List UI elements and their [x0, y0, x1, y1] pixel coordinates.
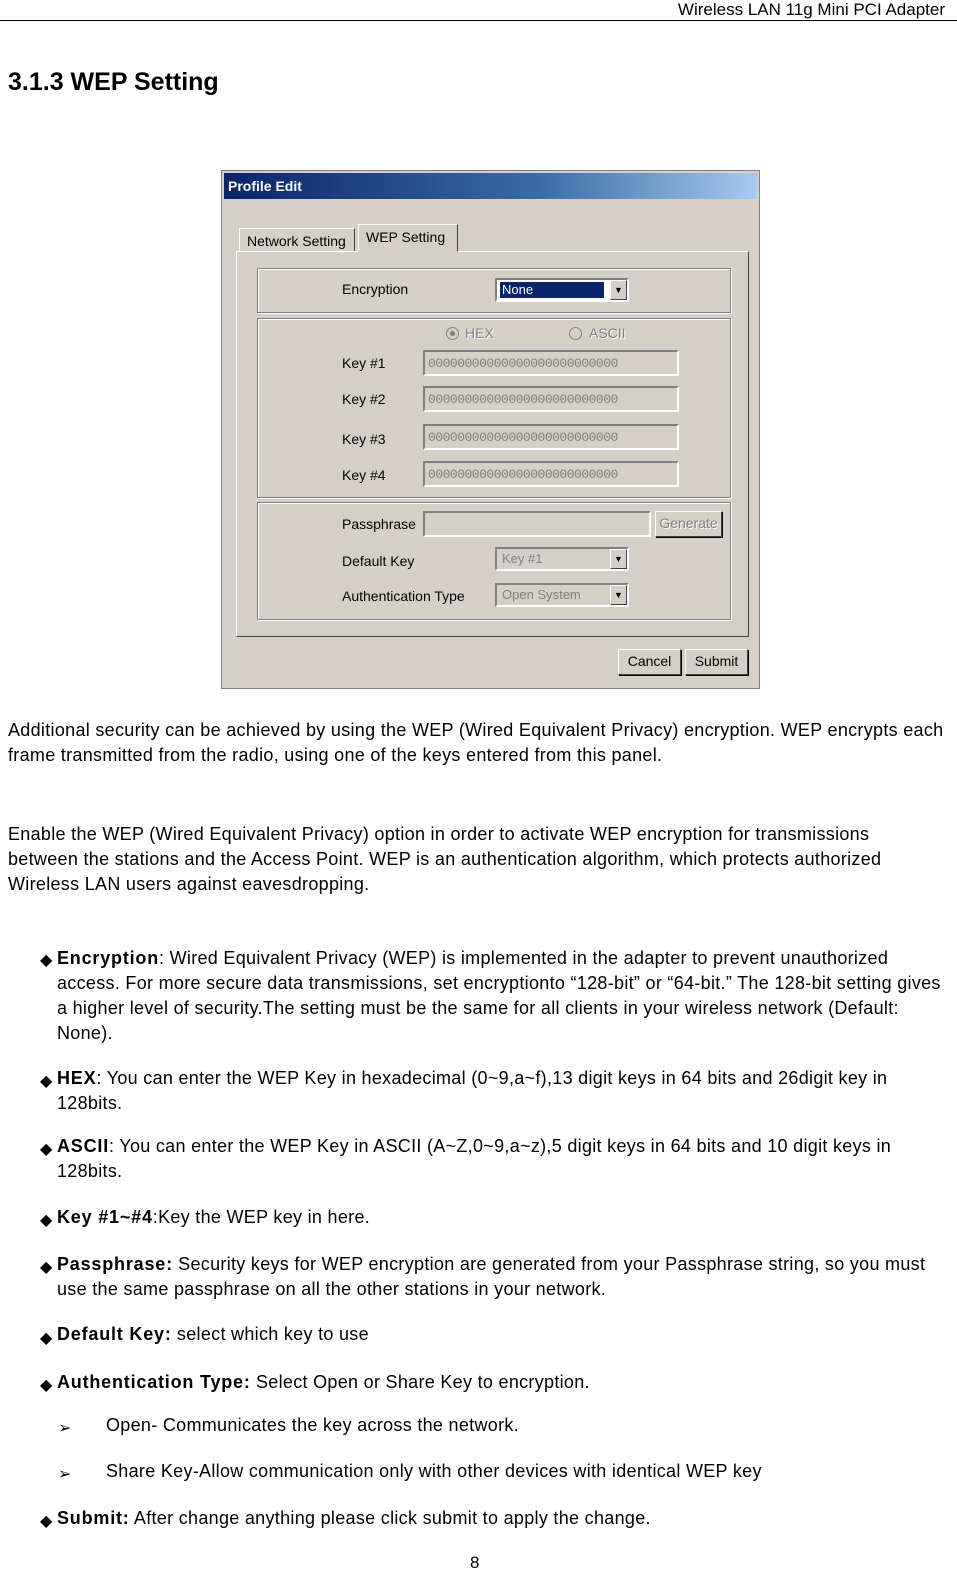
- bullet-icon: ◆: [40, 1212, 53, 1229]
- arrow-bullet-icon: ➢: [58, 1420, 72, 1437]
- key4-input[interactable]: 00000000000000000000000000: [423, 461, 679, 487]
- bullet-ascii: ASCII: You can enter the WEP Key in ASCII (A~Z,0~9,a~z),5 digit keys in 64 bits and 10 digit keys in 128bits.: [57, 1136, 892, 1181]
- submit-button[interactable]: Submit: [685, 649, 748, 675]
- key2-input[interactable]: 00000000000000000000000000: [423, 386, 679, 412]
- default-key-select[interactable]: [495, 547, 629, 571]
- bullet-icon: ◆: [40, 1073, 53, 1090]
- tab-network-setting[interactable]: Network Setting: [239, 228, 355, 252]
- keys-group: [257, 318, 731, 498]
- arrow-bullet-icon: ➢: [58, 1466, 72, 1483]
- passphrase-label: Passphrase: [342, 516, 416, 532]
- ascii-label: ASCII: [589, 325, 626, 341]
- profile-edit-dialog: [221, 170, 760, 689]
- bullet-icon: ◆: [40, 952, 53, 969]
- chevron-down-icon[interactable]: ▼: [610, 280, 627, 300]
- passphrase-input[interactable]: [423, 511, 651, 537]
- header-rule: [0, 20, 957, 21]
- key1-input[interactable]: 00000000000000000000000000: [423, 350, 679, 376]
- hex-radio[interactable]: [446, 327, 459, 340]
- sub-item-open: Open- Communicates the key across the network.: [106, 1415, 519, 1435]
- encryption-group: [257, 268, 731, 313]
- encryption-value: None: [500, 282, 604, 298]
- default-key-label: Default Key: [342, 553, 415, 569]
- chevron-down-icon[interactable]: ▼: [610, 585, 627, 605]
- auth-type-select[interactable]: [495, 583, 629, 607]
- key4-label: Key #4: [342, 467, 386, 483]
- bullet-encryption: Encryption: Wired Equivalent Privacy (WEP) is implemented in the adapter to prevent unauthorized access. For more secure data transmissions, set encryptionto “128-bit” or “64-bit.” The 128-bit setting gives a higher level of security.The setting must be the same for all clients in your wireless network (Default: None).: [57, 948, 941, 1043]
- cancel-button[interactable]: Cancel: [618, 649, 681, 675]
- bullet-hex: HEX: You can enter the WEP Key in hexadecimal (0~9,a~f),13 digit keys in 64 bits and 26digit key in 128bits.: [57, 1068, 888, 1113]
- key3-input[interactable]: 00000000000000000000000000: [423, 424, 679, 450]
- document-header: Wireless LAN 11g Mini PCI Adapter: [677, 0, 945, 19]
- ascii-radio[interactable]: [569, 327, 582, 340]
- auth-type-label: Authentication Type: [342, 588, 465, 604]
- sub-item-share-key: Share Key-Allow communication only with other devices with identical WEP key: [106, 1461, 762, 1481]
- bullet-keys: Key #1~#4:Key the WEP key in here.: [57, 1207, 371, 1227]
- page-number: 8: [470, 1553, 480, 1572]
- wep-paragraph: Enable the WEP (Wired Equivalent Privacy) option in order to activate WEP encryption for transmissions between the stations and the Access Point. WEP is an authentication algorithm, which protects authorized Wireless LAN users against eavesdropping.: [8, 824, 882, 894]
- encryption-select[interactable]: [495, 278, 629, 302]
- bullet-default-key: Default Key: select which key to use: [57, 1324, 369, 1344]
- bullet-icon: ◆: [40, 1330, 53, 1347]
- generate-button[interactable]: Generate: [655, 511, 722, 537]
- key2-label: Key #2: [342, 391, 386, 407]
- auth-type-value: Open System: [502, 587, 581, 602]
- encryption-label: Encryption: [342, 281, 409, 297]
- dialog-title: Profile Edit: [224, 173, 757, 199]
- bullet-auth-type: Authentication Type: Select Open or Share Key to encryption.: [57, 1372, 590, 1392]
- bullet-icon: ◆: [40, 1259, 53, 1276]
- hex-label: HEX: [465, 325, 494, 341]
- bullet-icon: ◆: [40, 1377, 53, 1394]
- bullet-passphrase: Passphrase: Security keys for WEP encryption are generated from your Passphrase string, so you must use the same passphrase on all the other stations in your network.: [57, 1254, 926, 1299]
- bullet-submit: Submit: After change anything please click submit to apply the change.: [57, 1508, 651, 1528]
- bullet-icon: ◆: [40, 1141, 53, 1158]
- intro-paragraph: Additional security can be achieved by using the WEP (Wired Equivalent Privacy) encryption. WEP encrypts each frame transmitted from the radio, using one of the keys entered from this panel.: [8, 720, 944, 765]
- passphrase-group: [257, 502, 731, 620]
- default-key-value: Key #1: [502, 551, 543, 566]
- section-title: 3.1.3 WEP Setting: [8, 68, 219, 96]
- bullet-icon: ◆: [40, 1513, 53, 1530]
- chevron-down-icon[interactable]: ▼: [610, 549, 627, 569]
- key1-label: Key #1: [342, 355, 386, 371]
- key3-label: Key #3: [342, 431, 386, 447]
- tab-wep-setting[interactable]: WEP Setting: [358, 224, 458, 252]
- wep-tab-panel: [236, 251, 749, 637]
